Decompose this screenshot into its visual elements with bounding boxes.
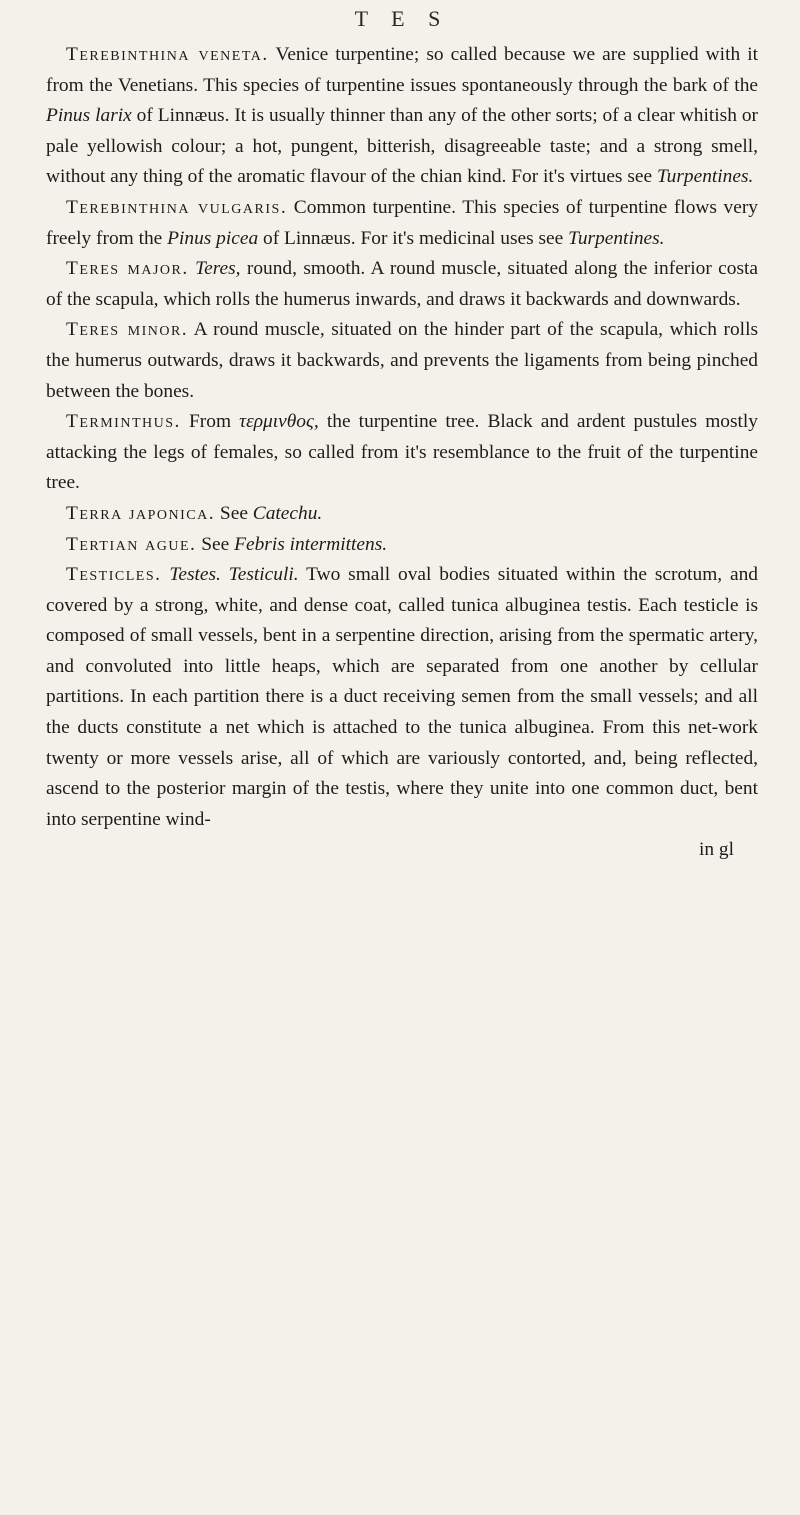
- entry-teres-minor: [46, 315, 758, 407]
- entry-head: Terebinthina vulgaris.: [66, 196, 288, 218]
- entry-text: of Linnæus. It is usually thinner than any of the other sorts; of a clear whitish or pale yellowish colour; a hot, pungent, bitterish, disagreeable taste; and a strong smell, without any thing of the aromatic flavour of the chian kind. For it's virtues see: [46, 105, 758, 188]
- entry-head: Terra japonica.: [66, 502, 216, 524]
- entry-teres-major: [46, 254, 758, 315]
- entry-italic: Catechu.: [252, 502, 323, 524]
- catchword: in gl: [698, 839, 734, 861]
- entry-text: Venice turpentine; so called because we are supplied with it from the Venetians. This species of turpentine issues spontaneously through the bark of the: [46, 44, 759, 96]
- entry-text: Common turpentine. This species of turpentine flows very freely from the: [46, 196, 758, 249]
- entry-text: of Linnæus. For it's medicinal uses see: [258, 227, 569, 249]
- entry-head: Terminthus.: [66, 411, 181, 433]
- entry-text: From: [189, 411, 240, 433]
- entry-text: Two small oval bodies situated within the scrotum, and covered by a strong, white, and dense coat, called tunica albuginea testis. Each testicle is composed of small vessels, bent in a serpentine direction, arising from the spermatic artery, and convoluted into little heaps, which are separated from one another by cellular partitions. In each partition there is a duct receiving semen from the small vessels; and all the ducts constitute a net which is attached to the tunica albuginea. From this net-work twenty or more vessels arise, all of which are variously contorted, and, being reflected, ascend to the posterior margin of the testis, where they unite into one common duct, bent into serpentine wind-: [46, 564, 759, 830]
- entry-italic: Pinus larix: [46, 105, 132, 127]
- entry-tertian-ague: [46, 530, 758, 561]
- entry-text: round, smooth. A round muscle, situated along the inferior costa of the scapula, which rolls the humerus inwards, and draws it backwards and downwards.: [46, 258, 758, 310]
- entry-italic: Teres,: [195, 258, 241, 280]
- entry-italic: Testes. Testiculi.: [169, 564, 299, 586]
- entry-italic: Febris intermittens.: [234, 533, 388, 555]
- entry-text: the turpentine tree. Black and ardent pustules mostly attacking the legs of females, so called from it's resemblance to the fruit of the turpentine tree.: [46, 411, 758, 494]
- running-head: T E S: [354, 6, 450, 31]
- entry-head: Testicles.: [66, 564, 162, 586]
- entry-italic: Turpentines.: [568, 227, 665, 249]
- entry-italic: Pinus picea: [167, 227, 259, 249]
- entry-italic: Turpentines.: [656, 166, 754, 188]
- entry-text: See: [219, 502, 253, 524]
- entry-head: Teres minor.: [66, 319, 189, 341]
- entry-terebinthina-vulgaris: [46, 193, 758, 254]
- entry-text: See: [201, 533, 235, 555]
- entry-list: [46, 40, 758, 835]
- entry-terminthus: [46, 407, 758, 499]
- entry-head: Teres major.: [66, 258, 189, 280]
- entry-text: A round muscle, situated on the hinder part of the scapula, which rolls the humerus outwards, draws it backwards, and prevents the ligaments from being pinched between the bones.: [46, 319, 759, 402]
- entry-testicles: [46, 560, 758, 835]
- entry-terra-japonica: [46, 499, 758, 530]
- entry-terebinthina-veneta: [46, 40, 758, 193]
- entry-italic: τερμινθος,: [239, 411, 319, 433]
- entry-head: Terebinthina veneta.: [66, 44, 269, 65]
- entry-head: Tertian ague.: [66, 533, 197, 555]
